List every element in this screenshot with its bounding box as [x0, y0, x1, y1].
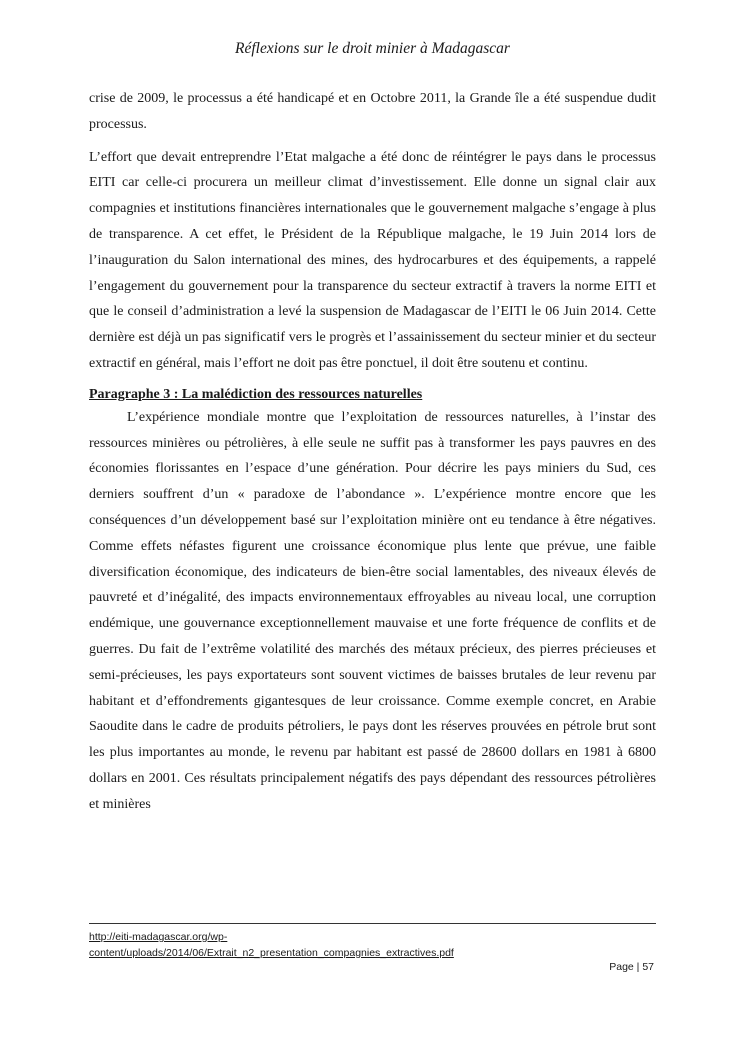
- section-heading: Paragraphe 3 : La malédiction des ressources naturelles: [89, 386, 423, 402]
- main-text: [89, 86, 656, 818]
- body-paragraph: L’expérience mondiale montre que l’exploitation de ressources naturelles, à l’instar des ressources minières ou pétrolières, à elle seule ne suffit pas à transformer les pays pauvres en des économies florissantes en l’espace d’une génération. Pour décrire les pays miniers du Sud, ces derniers souffrent d’un « paradoxe de l’abondance ». L’expérience montre encore que les conséquences d’un développement basé sur l’exploitation minière ont eu tendance à être négatives. Comme effets néfastes figurent une croissance économique plus lente que prévue, une faible diversification économique, des indicateurs de bien-être social lamentables, des niveaux élevés de pauvreté et d’inégalité, des impacts environnementaux effroyables au niveau local, une corruption endémique, une gouvernance exceptionnellement mauvaise et une forte fréquence de conflits et de guerres. Du fait de l’extrême volatilité des marchés des métaux précieux, des pierres précieuses et semi-précieuses, les pays exportateurs sont souvent victimes de baisses brutales de leur revenu par habitant et d’effondrements gigantesques de leur croissance. Comme exemple concret, en Arabie Saoudite dans le cadre de produits pétroliers, le pays dont les réserves prouvées en pétrole brut sont les plus importantes au monde, le revenu par habitant est passé de 28600 dollars en 1981 à 6800 dollars en 2001. Ces résultats principalement négatifs des pays dépendant des ressources pétrolières et minières: [89, 409, 656, 812]
- footnote-link[interactable]: [89, 931, 454, 959]
- footnote: [89, 929, 656, 961]
- footnote-link-line-2: content/uploads/2014/06/Extrait_n2_presentation_compagnies_extractives.pdf: [89, 947, 454, 959]
- body-paragraph: crise de 2009, le processus a été handicapé et en Octobre 2011, la Grande île a été suspendue dudit processus.: [89, 91, 656, 132]
- body-paragraph: L’effort que devait entreprendre l’Etat malgache a été donc de réintégrer le pays dans le processus EITI car celle-ci procurera un meilleur climat d’investissement. Elle donne un signal clair aux compagnies et institutions financières internationales que le gouvernement malgache s’engage à plus de transparence. A cet effet, le Président de la République malgache, le 19 Juin 2014 lors de l’inauguration du Salon international des mines, des hydrocarbures et des équipements, a rappelé l’engagement du gouvernement pour la transparence du secteur extractif à travers la norme EITI et que le conseil d’administration a levé la suspension de Madagascar de l’EITI le 06 Juin 2014. Cette dernière est déjà un pas significatif vers le progrès et l’assainissement du secteur minier et du secteur extractif en général, mais l’effort ne doit pas être ponctuel, il doit être soutenu et continu.: [89, 149, 656, 371]
- footnote-divider: [89, 923, 656, 924]
- page-number: Page | 57: [609, 961, 654, 973]
- running-header: Réflexions sur le droit minier à Madagascar: [235, 40, 510, 57]
- footnote-link-line-1: http://eiti-madagascar.org/wp-: [89, 931, 228, 943]
